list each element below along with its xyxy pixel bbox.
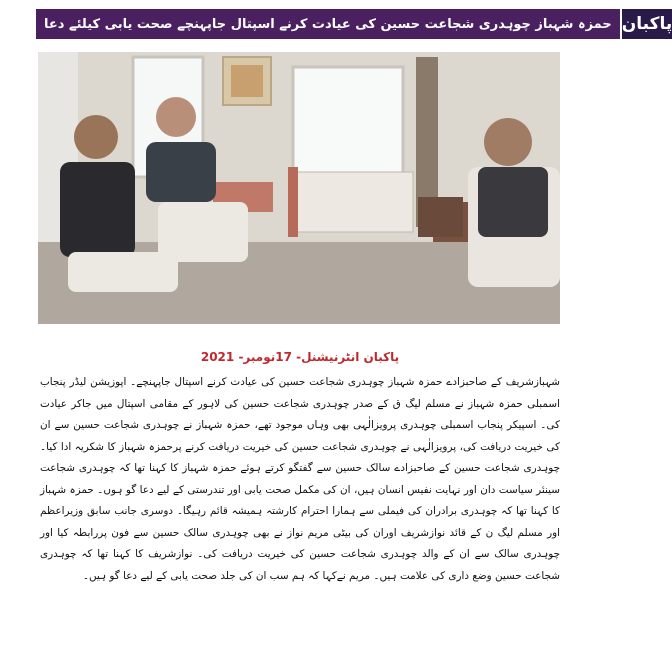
photo-meeting-icon (38, 52, 560, 324)
article-body: شہبازشریف کے صاحبزادے حمزہ شہباز چوہدری شجاعت حسین کی عیادت کرنے اسپتال جاپہنچے۔ اپوزیشن لیڈر پنجاب اسمبلی حمزہ شہباز نے مسلم لیگ ق کے صدر چوہدری شجاعت حسین کی لاہور کے مقامی اسپتال میں جاکر عیادت کی۔ اسپیکر پنجاب اسمبلی چوہدری پرویزالٰہی بھی وہاں موجود تھے، حمزہ شہباز نے چوہدری شجاعت حسین سے ان کی خیریت دریافت کی، پرویزالٰہی نے چوہدری شجاعت حسین کی خیریت دریافت کرنے پرحمزہ شہباز کا شکریہ ادا کیا۔ چوہدری شجاعت حسین کے صاحبزادے سالک حسین سے گفتگو کرتے ہوئے حمزہ شہباز کا کہنا تھا کہ چوہدری شجاعت سینئر سیاست دان اور نہایت نفیس انسان ہیں، ان کی مکمل صحت یابی اور تندرستی کے لیے دعا گو ہوں۔ حمزہ شہباز کا کہنا تھا کہ چوہدری برادران کی فیملی سے ہمارا احترام کارشتہ ہمیشہ قائم رہیگا۔ دوسری جانب سابق وزیراعظم اور مسلم لیگ ن کے قائد نوازشریف اوران کی بیٹی مریم نواز نے بھی چوہدری سالک حسین سے فون پررابطہ کیا اور چوہدری سالک سے ان کے والد چوہدری شجاعت حسین کی خیریت دریافت کی۔ نوازشریف کا کہنا تھا کہ چوہدری شجاعت حسین وضع داری کی علامت ہیں۔ مریم نےکہا کہ ہم سب ان کی جلد صحت یابی کے لیے دعا گو ہیں۔ (40, 376, 560, 582)
news-photo (38, 52, 560, 324)
headline-banner (36, 9, 672, 39)
headline-title: حمزہ شہباز چوہدری شجاعت حسین کی عیادت کرنے اسپتال جاپہنچے صحت یابی کیلئے دعا (36, 9, 620, 39)
brand-logo: پاکبان (620, 9, 672, 39)
dateline: پاکبان انٹرنیشنل- 17نومبر- 2021 (200, 350, 400, 364)
